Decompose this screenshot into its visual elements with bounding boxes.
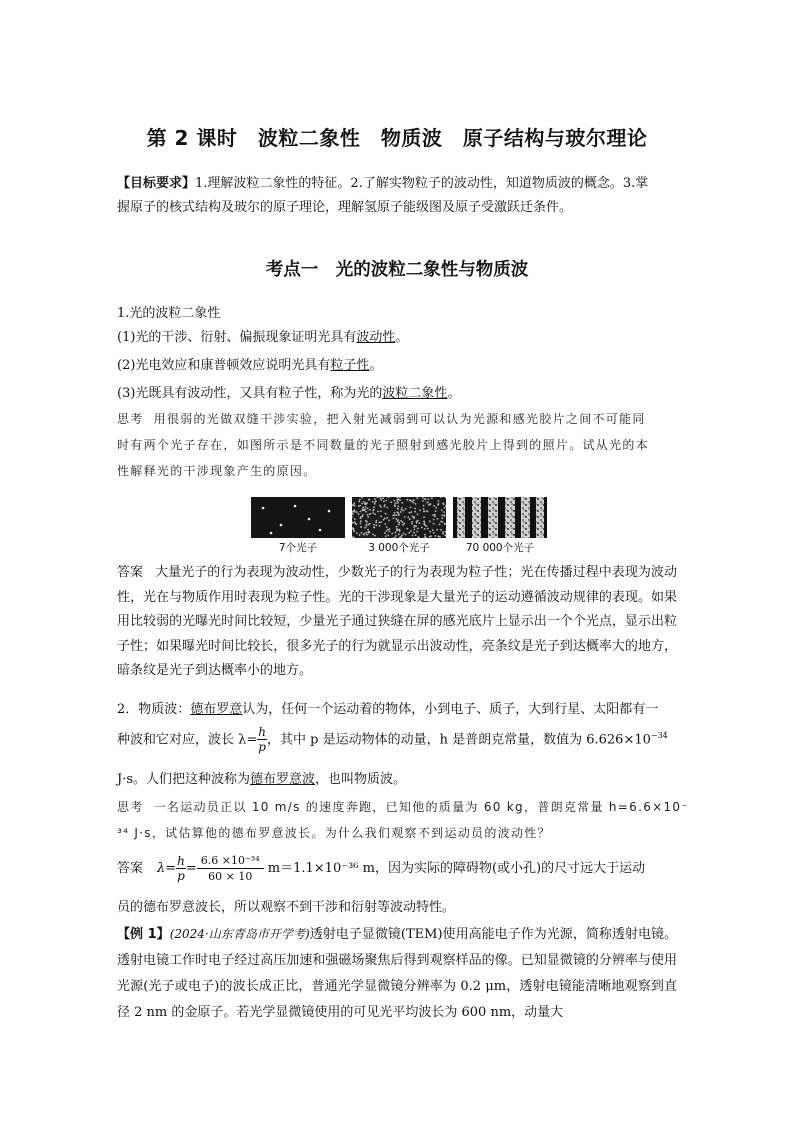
photon-dot — [382, 497, 384, 499]
photon-dot — [410, 507, 412, 509]
photon-dot — [408, 532, 410, 534]
photon-dot — [412, 535, 414, 537]
photon-dot — [352, 516, 353, 518]
section-heading: 考点一 光的波粒二象性与物质波 — [265, 260, 529, 280]
photon-dot — [363, 501, 365, 503]
photon-dot — [353, 502, 355, 504]
photon-dot — [427, 502, 429, 504]
think1-line2: 时有两个光子存在，如图所示是不同数量的光子照射到感光胶片上得到的照片。试从光的本 — [117, 438, 650, 452]
photon-dot — [366, 502, 368, 504]
photon-dot — [386, 526, 388, 528]
photon-dot — [374, 513, 376, 515]
photon-dot — [377, 511, 379, 513]
photon-dot — [438, 500, 440, 502]
photon-dot — [433, 523, 435, 525]
photon-dot — [429, 521, 431, 523]
photon-dot — [435, 510, 437, 512]
photon-dot — [433, 505, 435, 507]
photo-7-dots — [251, 497, 345, 538]
photon-dot — [399, 530, 401, 532]
photon-dot — [364, 527, 366, 529]
photon-dot — [415, 503, 417, 505]
item2-line1-text: 认为，任何一个运动着的物体，小到电子、质子，大到行星、太阳都有一 — [242, 702, 659, 717]
photon-dot — [403, 510, 405, 512]
photon-dot — [432, 529, 434, 531]
photon-dot — [393, 517, 395, 519]
page-title: 第 2 课时 波粒二象性 物质波 原子结构与玻尔理论 — [146, 126, 648, 150]
photon-dot — [423, 523, 425, 525]
photon-dot — [402, 524, 404, 526]
photon-dot — [431, 497, 433, 499]
item2-line2-pre: 种波和它对应，波长 λ= — [117, 732, 258, 748]
photon-dot — [376, 520, 378, 522]
photon-dot — [366, 532, 368, 534]
frac-num-numeric: 6.6 ×10⁻³⁴ — [197, 853, 264, 869]
answer2-post: m＝1.1×10⁻³⁶ m，因为实际的障碍物(或小孔)的尺寸远大于运动 — [267, 861, 646, 876]
photon-dot — [419, 509, 421, 511]
photon-dot — [394, 504, 396, 506]
photon-dot — [372, 501, 374, 503]
photon-dot — [401, 502, 403, 504]
photon-dot — [364, 503, 366, 505]
photon-dot — [360, 511, 362, 513]
photon-dot — [353, 537, 355, 539]
item2-line1 — [117, 698, 658, 722]
photon-dot — [398, 514, 400, 516]
item2-line2-post: ，其中 p 是运动物体的动量，h 是普朗克常量，数值为 6.626×10 — [267, 732, 651, 748]
photon-dot — [394, 512, 396, 514]
example1-text: 透射电子显微镜(TEM)使用高能电子作为光源，简称透射电镜。透射电镜工作时电子经过高压加速和强磁场聚焦后得到观察样品的像。已知显微镜的分辨率与使用光源(光子或电子)的波长成正比，普通光学显微镜分辨率为 0.2 μm，透射电镜能清晰地观察到直径 2 nm 的金原子。若光学显微镜使用的可见光平均波长为 600 nm，动量大 — [117, 927, 678, 1020]
answer1-label: 答案 — [117, 565, 144, 580]
goal-label: 【目标要求】 — [117, 176, 196, 191]
photon-dot — [444, 507, 446, 509]
photon-dot — [372, 510, 374, 512]
photon-dot — [374, 503, 376, 505]
photon-dot — [411, 521, 413, 523]
photon-dot — [366, 521, 368, 523]
answer1-text: 大量光子的行为表现为波动性，少数光子的行为表现为粒子性；光在传播过程中表现为波动性，光在与物质作用时表现为粒子性。光的干涉现象是大量光子的运动遵循波动规律的表现。如果用比较弱的光曝光时间比较短，少量光子通过狭缝在屏的感光底片上显示出一个个光点，显示出粒子性；如果曝光时间比较长，很多光子的行为就显示出波动性，亮条纹是光子到达概率大的地方，暗条纹是光子到达概率小的地方。 — [117, 565, 677, 678]
photon-dot — [388, 497, 390, 498]
photon-dot — [380, 499, 382, 501]
photon-dot — [423, 516, 425, 518]
photon-dot — [396, 528, 398, 530]
photo-70000-photons — [453, 497, 547, 538]
photon-dot — [414, 508, 416, 510]
think1-block — [117, 406, 677, 484]
example1-source: (2024·山东青岛市开学考) — [169, 927, 310, 941]
frac-num: h — [258, 725, 266, 740]
photon-dot — [359, 534, 361, 536]
photon-dot — [395, 503, 397, 505]
photon-dot — [415, 534, 417, 536]
photon-dot — [434, 515, 436, 517]
photon-dot — [427, 511, 429, 513]
photon-dot — [374, 535, 376, 537]
item1-line3-text: (3)光既具有波动性，又具有粒子性，称为光的 — [117, 386, 383, 401]
think2-label: 思考 — [117, 800, 144, 814]
photon-dot — [401, 535, 403, 537]
photon-dot — [360, 523, 362, 525]
photon-dot — [383, 500, 385, 502]
lambda: λ= — [157, 861, 177, 876]
item1-line1-key: 波动性 — [356, 330, 396, 345]
photon-dot — [352, 522, 354, 524]
photon-dot — [386, 517, 388, 519]
photon-dot — [392, 515, 394, 517]
photo-3000-dots — [352, 497, 446, 538]
item2-key-wave: 德布罗意波 — [250, 772, 316, 787]
photo-7-photons — [251, 497, 345, 538]
photon-dot — [424, 534, 426, 536]
think2-line2: ³⁴ J·s，试估算他的德布罗意波长。为什么我们观察不到运动员的波动性？ — [117, 826, 551, 840]
photon-dot — [417, 520, 419, 522]
photon-dot — [363, 534, 365, 536]
photon-dot — [376, 497, 378, 498]
photon-dot — [442, 533, 444, 535]
photon-dot — [430, 504, 432, 506]
photon-dot — [358, 505, 360, 507]
photon-dot — [396, 497, 398, 498]
photon-dot — [361, 503, 363, 505]
photon-dot — [380, 510, 382, 512]
photon-dot — [411, 523, 413, 525]
photon-dot — [424, 498, 426, 500]
item2-key-debroglie: 德布罗意 — [190, 702, 243, 717]
photon-dot — [400, 511, 402, 513]
photon-dot — [434, 514, 436, 516]
photon-dot — [393, 537, 395, 538]
item2-prefix: 2．物质波： — [117, 702, 191, 717]
photon-dot — [354, 505, 356, 507]
photon-dot — [397, 502, 399, 504]
photon-dot — [422, 500, 424, 502]
photon-dot — [372, 512, 374, 514]
photon-dot — [373, 524, 375, 526]
photon-dot — [409, 512, 411, 514]
photon-dot — [444, 523, 446, 525]
photon-dot — [391, 533, 393, 535]
photon-dot — [356, 511, 358, 513]
photon-dot — [409, 518, 411, 520]
item1-line1 — [117, 326, 408, 350]
frac-den: p — [177, 869, 185, 883]
photon-dot — [401, 509, 403, 511]
photon-dot — [399, 497, 401, 498]
frac-den-numeric: 60 × 10 — [208, 870, 253, 883]
photon-dot — [441, 509, 443, 511]
item1-line2-key: 粒子性 — [330, 358, 370, 373]
photon-dot — [358, 501, 360, 503]
photon-dot — [384, 532, 386, 534]
fraction-h-over-p-2 — [176, 854, 186, 883]
photon-dot — [439, 536, 441, 538]
photon-dot — [369, 513, 371, 515]
photon-dot — [390, 501, 392, 503]
photon-dot — [396, 526, 398, 528]
item1-line2-text: (2)光电效应和康普顿效应说明光具有 — [117, 358, 331, 373]
photon-dot — [398, 524, 400, 526]
photon-dot — [404, 516, 406, 518]
photon-dot — [366, 524, 368, 526]
example1-block — [117, 921, 677, 1026]
photon-dot — [399, 499, 401, 501]
item1-line1-text: (1)光的干涉、衍射、偏振现象证明光具有 — [117, 330, 357, 345]
photon-dot — [395, 514, 397, 516]
photon-dot — [397, 506, 399, 508]
photon-dot — [367, 516, 369, 518]
photon-dot — [411, 501, 413, 503]
photon-dot — [386, 507, 388, 509]
think2-line1: 一名运动员正以 10 m/s 的速度奔跑，已知他的质量为 60 kg，普朗克常量 h=6.6×10⁻ — [153, 800, 689, 814]
photon-dot — [358, 513, 360, 515]
think1-label: 思考 — [117, 412, 144, 426]
photon-dot — [366, 525, 368, 527]
caption-7: 7个光子 — [278, 542, 318, 554]
photon-dot — [369, 509, 371, 511]
item2-line3-pre: J·s。人们把这种波称为 — [117, 772, 251, 787]
photon-dot — [361, 497, 363, 499]
photon-dot — [360, 520, 362, 522]
photon-dot — [413, 517, 415, 519]
photon-dot — [354, 518, 356, 520]
frac-num: h — [177, 854, 185, 868]
photon-dot — [442, 503, 444, 505]
photon-dot — [445, 531, 446, 533]
photon-dot — [380, 521, 382, 523]
photon-dot — [379, 505, 381, 507]
photon-dot — [439, 523, 441, 525]
photon-dot — [389, 528, 391, 530]
photon-dot — [429, 536, 431, 538]
photon-dot — [441, 517, 443, 519]
goal-text-2: 握原子的核式结构及玻尔的原子理论，理解氢原子能级图及原子受激跃迁条件。 — [117, 200, 573, 215]
fraction-numeric — [197, 853, 264, 884]
photon-dot — [375, 524, 377, 526]
photon-dot — [367, 529, 369, 531]
think2-block — [117, 794, 689, 846]
photon-dot — [437, 504, 439, 506]
photon-dot — [423, 508, 425, 510]
photon-dot — [421, 527, 423, 529]
photon-dot — [360, 526, 362, 528]
photon-dot — [360, 516, 362, 518]
photon-dot — [423, 505, 425, 507]
photon-dot — [355, 522, 357, 524]
photon-dot — [369, 523, 371, 525]
photon-dot — [398, 533, 400, 535]
photon-dot — [403, 533, 405, 535]
item2-line2 — [117, 724, 668, 754]
item1-line2 — [117, 354, 382, 378]
item2-line3 — [117, 768, 406, 792]
photon-dot — [416, 497, 418, 499]
photon-dot — [394, 532, 396, 534]
photon-dot — [417, 514, 419, 516]
goal-block — [117, 172, 677, 220]
photon-dot — [395, 518, 397, 520]
item1-heading: 1.光的波粒二象性 — [117, 306, 221, 321]
photon-dot — [362, 507, 364, 509]
photon-dot — [359, 499, 361, 501]
photon-dot — [410, 511, 412, 513]
photon-dot — [362, 508, 364, 510]
photon-dot — [374, 498, 376, 500]
photon-dot — [353, 530, 355, 532]
caption-3000: 3 000个光子 — [368, 542, 430, 554]
photon-dot — [383, 519, 385, 521]
item2-line3-post: ，也叫物质波。 — [315, 772, 407, 787]
photon-dot — [397, 520, 399, 522]
photon-dot — [365, 506, 367, 508]
photon-dot — [384, 504, 386, 506]
photon-dot — [380, 516, 382, 518]
photon-dot — [361, 532, 363, 534]
photon-dot — [405, 534, 407, 536]
photon-dot — [373, 526, 375, 528]
think1-line3: 性解释光的干涉现象产生的原因。 — [117, 464, 317, 478]
goal-text-1: 1.理解波粒二象性的特征。2.了解实物粒子的波动性，知道物质波的概念。3.掌 — [195, 176, 649, 191]
photon-dot — [429, 531, 431, 533]
photon-dot — [440, 521, 442, 523]
photon-dot — [356, 532, 358, 534]
photon-dot — [379, 525, 381, 527]
photon-dot — [413, 529, 415, 531]
photon-dot — [400, 520, 402, 522]
answer1-block — [117, 561, 677, 684]
photon-dot — [380, 506, 382, 508]
answer2-label: 答案 — [117, 861, 144, 876]
photon-dot — [366, 534, 368, 536]
photon-dot — [385, 513, 387, 515]
period: 。 — [395, 330, 409, 345]
photon-dot — [423, 520, 425, 522]
photon-dot — [398, 521, 400, 523]
photon-dot — [440, 497, 442, 498]
photon-dot — [367, 514, 369, 516]
photon-dot — [445, 497, 446, 499]
photon-dot — [406, 528, 408, 530]
photon-dot — [368, 532, 370, 534]
photon-dot — [407, 499, 409, 501]
photon-dot — [416, 531, 418, 533]
photon-dot — [437, 518, 439, 520]
photon-dot — [375, 522, 377, 524]
photon-dot — [436, 529, 438, 531]
photon-dot — [423, 511, 425, 513]
photo-3000-photons — [352, 497, 446, 538]
photon-dot — [445, 505, 446, 507]
photon-dot — [412, 515, 414, 517]
photon-dot — [364, 508, 366, 510]
photon-dot — [433, 519, 435, 521]
photon-dot — [386, 530, 388, 532]
photon-dot — [424, 528, 426, 530]
photon-dot — [428, 504, 430, 506]
photon-dot — [417, 528, 419, 530]
photon-dot — [397, 508, 399, 510]
photon-dot — [375, 500, 377, 502]
period: 。 — [369, 358, 383, 373]
photon-dot — [427, 498, 429, 500]
photon-dot — [397, 500, 399, 502]
photon-dot — [384, 518, 386, 520]
photon-dot — [410, 530, 412, 532]
period: 。 — [447, 386, 461, 401]
answer2-line2: 员的德布罗意波长，所以观察不到干涉和衍射等波动特性。 — [117, 900, 456, 915]
photon-dot — [443, 515, 445, 517]
think1-line1: 用很弱的光做双缝干涉实验，把入射光减弱到可以认为光源和感光胶片之间不可能同 — [153, 412, 646, 426]
photon-dot — [424, 536, 426, 538]
photon-dot — [385, 500, 387, 502]
photon-dot — [435, 535, 437, 537]
photon-dot — [369, 498, 371, 500]
item1-line3 — [117, 382, 460, 406]
photon-dot — [442, 531, 444, 533]
photon-dot — [378, 522, 380, 524]
photon-dot — [414, 511, 416, 513]
photon-dot — [373, 506, 375, 508]
photon-dot — [401, 507, 403, 509]
photon-dot — [372, 534, 374, 536]
photon-dot — [384, 523, 386, 525]
photon-dot — [397, 499, 399, 501]
fraction-h-over-p — [257, 725, 267, 754]
photon-dot — [419, 522, 421, 524]
example1-label: 【例 1】 — [117, 927, 170, 942]
photon-dot — [441, 514, 443, 516]
photon-dot — [413, 499, 415, 501]
photon-dot — [397, 512, 399, 514]
photon-dot — [388, 520, 390, 522]
photon-dot — [413, 532, 415, 534]
photon-dot — [444, 535, 446, 537]
photon-dot — [365, 511, 367, 513]
photon-dot — [405, 508, 407, 510]
photon-dot — [407, 516, 409, 518]
photon-dot — [443, 511, 445, 513]
photon-dot — [385, 535, 387, 537]
exponent: −34 — [650, 731, 668, 740]
photon-dot — [440, 529, 442, 531]
photon-dot — [433, 532, 435, 534]
photo-70000-fringes — [453, 497, 547, 538]
photon-dot — [362, 514, 364, 516]
photon-dot — [402, 521, 404, 523]
photon-dot — [422, 497, 424, 499]
caption-70000: 70 000个光子 — [465, 542, 535, 554]
photon-dot — [387, 535, 389, 537]
item1-line3-key: 波粒二象性 — [382, 386, 448, 401]
photon-dot — [367, 507, 369, 509]
answer2-line1 — [117, 853, 645, 884]
photon-dot — [395, 535, 397, 537]
photon-dot — [416, 522, 418, 524]
photon-dot — [427, 528, 429, 530]
frac-den: p — [258, 740, 266, 755]
photon-dot — [414, 525, 416, 527]
photon-dot — [388, 531, 390, 533]
photon-dot — [354, 511, 356, 513]
equals: = — [185, 861, 197, 876]
photon-dot — [435, 507, 437, 509]
photon-dot — [393, 500, 395, 502]
photon-dot — [409, 500, 411, 502]
